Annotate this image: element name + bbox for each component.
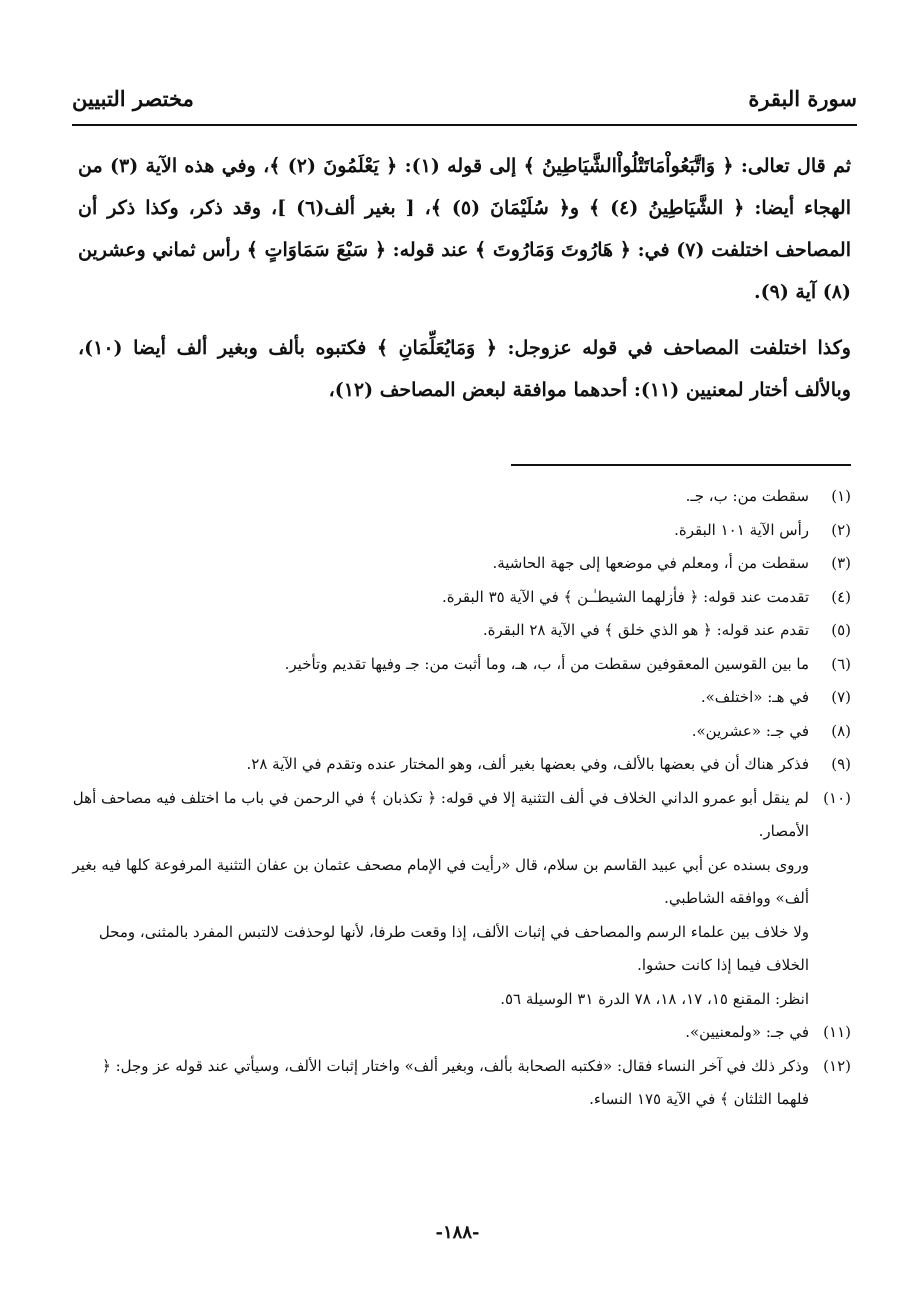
footnote-number: (٩) [831, 755, 851, 773]
footnote-text: في جـ: «ولمعنيين». [685, 1023, 809, 1041]
book-title: مختصر التبيين [72, 86, 194, 111]
footnote-text: سقطت من أ، ومعلم في موضعها إلى جهة الحاشية. [492, 554, 809, 572]
footnote-10-references: انظر: المقنع ١٥، ١٧، ١٨، ٧٨ الدرة ٣١ الوسيلة ٥٦. [500, 989, 809, 1008]
footnote-number: (٧) [831, 688, 851, 706]
footnote-4 [70, 581, 851, 615]
footnote-text: لم ينقل أبو عمرو الداني الخلاف في ألف التثنية إلا في قوله: ﴿ تكذبان ﴾ في الرحمن في باب ما اختلف فيه مصاحف أهل الأمصار. [72, 788, 809, 840]
footnote-11 [70, 1016, 851, 1050]
footnote-text: سقطت من: ب، جـ. [685, 487, 809, 505]
footnote-9 [70, 748, 851, 782]
footnote-1 [70, 480, 851, 514]
header-rule [72, 124, 857, 126]
footnote-6 [70, 648, 851, 682]
footnote-10-continuation: ولا خلاف بين علماء الرسم والمصاحف في إثبات الألف، إذا وقعت طرفا، لأنها لوحذفت لالتبس المفرد بالمثنى، ومحل الخلاف فيما إذا كانت حشوا. [98, 922, 809, 974]
footnote-text: فذكر هناك أن في بعضها بالألف، وفي بعضها بغير ألف، وهو المختار عنده وتقدم في الآية ٢٨. [246, 755, 809, 773]
footnote-text: ما بين القوسين المعقوفين سقطت من أ، ب، هـ، وما أثبت من: جـ وفيها تقديم وتأخير. [284, 654, 809, 673]
footnote-7 [70, 681, 851, 715]
footnote-12 [70, 1050, 851, 1117]
footnote-8 [70, 715, 851, 749]
footnote-text: وذكر ذلك في آخر النساء فقال: «فكتبه الصحابة بألف، وبغير ألف» واختار إثبات الألف، وسيأتي عند قوله عز وجل: ﴿ فلهما الثلثان ﴾ في الآية ١٧٥ النساء. [102, 1056, 809, 1108]
footnote-text: تقدمت عند قوله: ﴿ فأزلهما الشيطـٰـن ﴾ في الآية ٣٥ البقرة. [442, 587, 809, 606]
footnote-number: (١٢) [823, 1056, 851, 1075]
footnote-number: (٦) [831, 654, 851, 673]
footnote-number: (٢) [831, 520, 851, 539]
footnote-10 [70, 782, 851, 849]
footnote-2 [70, 514, 851, 548]
footnote-5 [70, 614, 851, 648]
footnote-text: تقدم عند قوله: ﴿ هو الذي خلق ﴾ في الآية ٢٨ البقرة. [482, 621, 809, 639]
footnote-number: (١) [831, 487, 851, 505]
footnote-10-continuation: وروى بسنده عن أبي عبيد القاسم بن سلام، قال «رأيت في الإمام مصحف عثمان بن عفان التثنية المرفوعة كلها فيه بغير ألف» ووافقه الشاطبي. [72, 855, 809, 907]
footnotes [70, 480, 851, 1117]
footnote-number: (٤) [831, 587, 851, 606]
footnote-3 [70, 547, 851, 581]
footnote-text: رأس الآية ١٠١ البقرة. [674, 520, 809, 539]
paragraph-2: وكذا اختلفت المصاحف في قوله عزوجل: ﴿ وَمَايُعَلِّمَانِ ﴾ فكتبوه بألف وبغير ألف أيضا (١٠)، وبالألف أختار لمعنيين (١١): أحدهما موافقة لبعض المصاحف (١٢)، [78, 337, 851, 401]
paragraph-1: ثم قال تعالى: ﴿ وَاتَّبَعُواْمَاتَتْلُواْالشَّيَاطِينُ ﴾ إلى قوله (١): ﴿ يَعْلَمُونَ (٢) ﴾، وفي هذه الآية (٣) من الهجاء أيضا: ﴿ الشَّيَاطِينُ (٤) ﴾ و﴿ سُلَيْمَانَ (٥) ﴾، [ بغير ألف(٦) ]، وقد ذكر، وكذا ذكر أن المصاحف اختلفت (٧) في: ﴿ هَارُوتَ وَمَارُوتَ ﴾ عند قوله: ﴿ سَبْعَ سَمَاوَاتٍ ﴾ رأس ثماني وعشرين (٨) آية (٩). [78, 155, 852, 303]
page-number: -١٨٨- [435, 1222, 480, 1243]
footnote-number: (١٠) [823, 788, 851, 807]
footnote-number: (٣) [831, 554, 851, 572]
main-text [78, 145, 851, 411]
footnote-number: (٨) [831, 721, 851, 740]
footnote-text: في جـ: «عشرين». [691, 721, 809, 740]
footnote-separator [511, 464, 851, 466]
footnote-text: في هـ: «اختلف». [700, 688, 809, 706]
footnote-number: (١١) [823, 1023, 851, 1041]
surah-title: سورة البقرة [748, 86, 857, 111]
footnote-number: (٥) [831, 621, 851, 639]
